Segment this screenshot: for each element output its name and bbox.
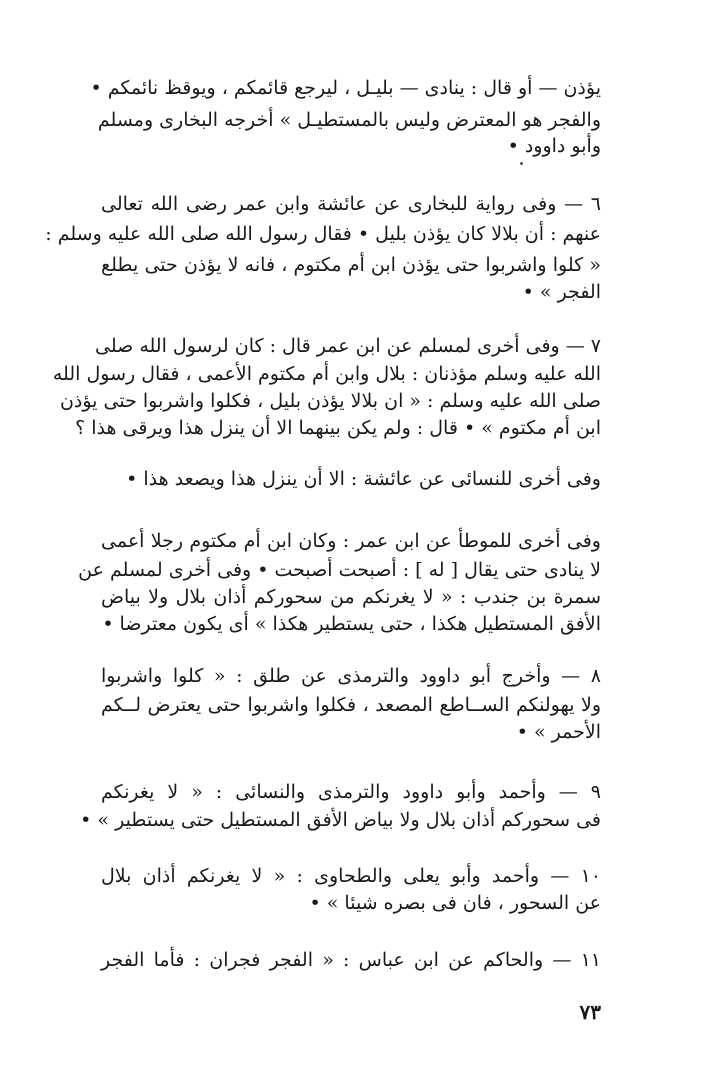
text-line: عن السحور ، فان فى بصره شيئا » • bbox=[309, 892, 601, 914]
text-line: ١١ — والحاكم عن ابن عباس : « الفجر فجران : فأما الفجر bbox=[101, 949, 601, 971]
text-line: يؤذن — أو قال : ينادى — بليـل ، ليرجع قائمكم ، ويوقظ نائمكم • bbox=[90, 77, 601, 99]
text-line: الأفق المستطيل هكذا ، حتى يستطير هكذا » أى يكون معترضا • bbox=[102, 613, 601, 635]
text-line: ٦ — وفى رواية للبخارى عن عائشة وابن عمر رضى الله تعالى bbox=[101, 193, 601, 215]
text-line: وأبو داوود • bbox=[507, 135, 601, 157]
text-line: ولا يهولنكم الســاطع المصعد ، فكلوا واشربوا حتى يعترض لــكم bbox=[101, 694, 601, 716]
text-line: ٨ — وأخرج أبو داوود والترمذى عن طلق : « كلوا واشربوا bbox=[101, 665, 601, 687]
text-line: « كلوا واشربوا حتى يؤذن ابن أم مكتوم ، فانه لا يؤذن حتى يطلع bbox=[101, 254, 601, 276]
text-line: ابن أم مكتوم » • قال : ولم يكن بينهما الا أن ينزل هذا ويرقى هذا ؟ bbox=[75, 417, 601, 439]
text-line: ١٠ — وأحمد وأبو يعلى والطحاوى : « لا يغرنكم أذان بلال bbox=[101, 865, 601, 887]
ink-mark bbox=[520, 162, 523, 165]
page-number: ٧٣ bbox=[579, 1000, 601, 1024]
text-line: صلى الله عليه وسلم : « ان بلالا يؤذن بليل ، فكلوا واشربوا حتى يؤذن bbox=[59, 390, 601, 412]
text-line: الأحمر » • bbox=[516, 721, 601, 743]
text-line: ٩ — وأحمد وأبو داوود والترمذى والنسائى : « لا يغرنكم bbox=[101, 781, 601, 803]
text-line: لا ينادى حتى يقال [ له ] : أصبحت أصبحت • وفى أخرى لمسلم عن bbox=[78, 559, 601, 581]
text-line: وفى أخرى للنسائى عن عائشة : الا أن ينزل هذا ويصعد هذا • bbox=[126, 468, 601, 490]
text-line: ٧ — وفى أخرى لمسلم عن ابن عمر قال : كان لرسول الله صلى bbox=[95, 335, 601, 357]
text-line: سمرة بن جندب : « لا يغرنكم من سحوركم أذان بلال ولا بياض bbox=[101, 586, 601, 608]
text-line: الله عليه وسلم مؤذنان : بلال وابن أم مكتوم الأعمى ، فقال رسول الله bbox=[52, 363, 601, 385]
text-line: فى سحوركم أذان بلال ولا بياض الأفق المستطيل حتى يستطير » • bbox=[80, 809, 601, 831]
text-line: وفى أخرى للموطأ عن ابن عمر : وكان ابن أم مكتوم رجلا أعمى bbox=[101, 530, 601, 552]
text-line: عنهم : أن بلالا كان يؤذن بليل • فقال رسول الله صلى الله عليه وسلم : bbox=[45, 223, 601, 245]
text-line: والفجر هو المعترض وليس بالمستطيـل » أخرجه البخارى ومسلم bbox=[97, 109, 601, 131]
text-line: الفجر » • bbox=[522, 281, 601, 303]
